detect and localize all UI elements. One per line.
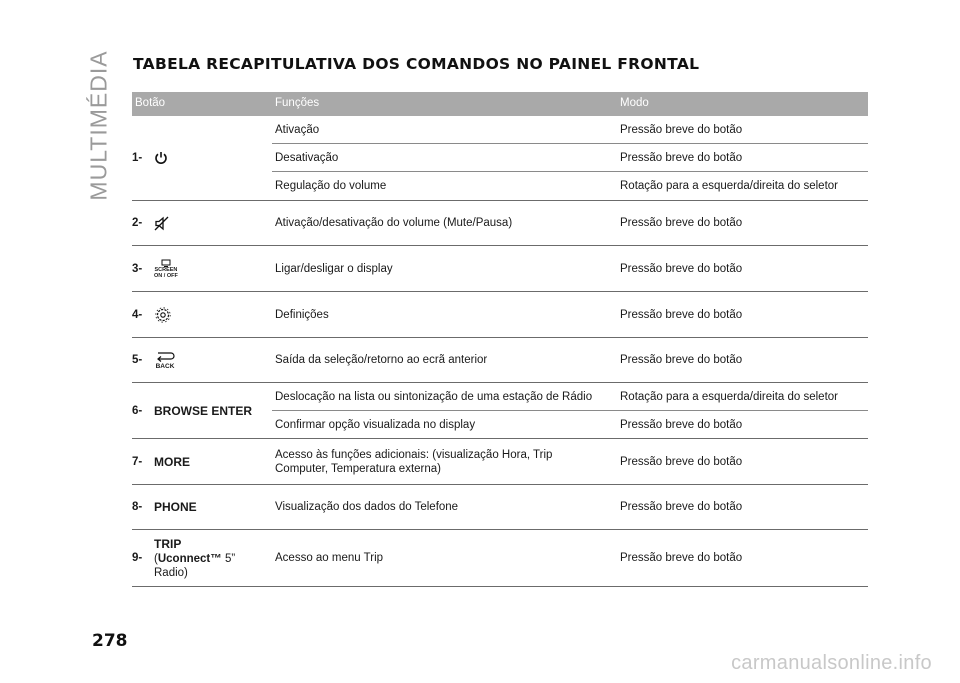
table-row [132, 292, 868, 338]
function-text: Regulação do volume [275, 180, 387, 192]
commands-table [132, 92, 868, 587]
button-cell [132, 201, 272, 245]
section-side-tab-label: MULTIMÉDIA [85, 49, 112, 201]
table-row [132, 485, 868, 530]
button-label-part: Uconnect™ [157, 552, 222, 565]
mode-text: Rotação para a esquerda/direita do seletor [620, 390, 839, 403]
page-title: TABELA RECAPITULATIVA DOS COMANDOS NO PAINEL FRONTAL [133, 55, 700, 73]
table-row [132, 246, 868, 292]
mode-text: Pressão breve do botão [620, 151, 743, 164]
row-number: 7- [132, 455, 143, 468]
icon-text: ON / OFF [154, 272, 178, 279]
function-text: Ativação [275, 123, 320, 136]
button-label: BROWSE ENTER [154, 403, 253, 418]
mode-text: Pressão breve do botão [620, 308, 743, 321]
button-cell [132, 246, 272, 291]
mute-icon [154, 216, 169, 231]
function-text: Ligar/desligar o display [275, 262, 393, 275]
table-row [132, 338, 868, 383]
watermark: carmanualsonline.info [731, 652, 932, 674]
mode-text: Pressão breve do botão [620, 262, 743, 275]
function-text [272, 448, 620, 476]
function-text: Visualização dos dados do Telefone [275, 501, 459, 513]
button-label-line: Radio) [154, 566, 188, 579]
power-icon [154, 151, 168, 165]
mode-text: Pressão breve do botão [620, 418, 743, 431]
button-cell [132, 485, 272, 529]
row-number: 4- [132, 308, 143, 321]
function-text: Deslocação na lista ou sintonização de uma estação de Rádio [275, 390, 593, 403]
button-cell [132, 439, 272, 484]
button-cell [132, 530, 272, 586]
mode-text: Rotação para a esquerda/direita do seletor [620, 180, 839, 192]
mode-text: Pressão breve do botão [620, 217, 743, 229]
button-cell [132, 116, 272, 200]
function-row [272, 338, 868, 382]
function-row [272, 530, 868, 586]
header-button: Botão [135, 97, 166, 109]
function-text: Desativação [275, 151, 339, 164]
function-line: Computer, Temperatura externa) [275, 462, 441, 475]
row-number: 1- [132, 152, 143, 164]
settings-gear-icon [154, 306, 172, 324]
mode-text: Pressão breve do botão [620, 501, 743, 513]
function-row [272, 116, 868, 143]
function-row [272, 485, 868, 529]
function-text: Confirmar opção visualizada no display [275, 418, 476, 431]
function-row [272, 439, 868, 484]
button-cell [132, 383, 272, 438]
button-label-part: ( [154, 552, 158, 565]
mode-text: Pressão breve do botão [620, 455, 743, 468]
row-number: 6- [132, 404, 143, 417]
row-number: 5- [132, 354, 143, 366]
row-number: 9- [132, 552, 143, 564]
function-row [272, 246, 868, 291]
button-label: PHONE [154, 500, 197, 514]
header-mode: Modo [620, 97, 649, 109]
mode-text: Pressão breve do botão [620, 552, 743, 564]
mode-text: Pressão breve do botão [620, 123, 743, 136]
function-text: Ativação/desativação do volume (Mute/Pausa) [275, 217, 513, 229]
function-text: Definições [275, 308, 329, 321]
button-label-line: TRIP [154, 536, 182, 551]
function-row [272, 201, 868, 245]
table-row [132, 201, 868, 246]
function-row [272, 171, 868, 200]
button-label-part: 5” [221, 552, 236, 565]
function-text: Saída da seleção/retorno ao ecrã anterior [275, 354, 488, 366]
table-header [132, 92, 868, 116]
function-text: Acesso ao menu Trip [275, 552, 384, 564]
page-number: 278 [92, 631, 128, 651]
function-line: Acesso às funções adicionais: (visualização Hora, Trip [275, 448, 553, 461]
icon-text: BACK [155, 362, 175, 370]
table-row [132, 530, 868, 587]
icon-text: SCREEN [154, 266, 178, 273]
function-row [272, 143, 868, 171]
mode-text: Pressão breve do botão [620, 354, 743, 366]
button-cell [132, 292, 272, 337]
screen-onoff-icon [154, 259, 178, 279]
row-number: 8- [132, 501, 143, 513]
row-number: 3- [132, 262, 143, 275]
section-side-tab [82, 49, 116, 201]
back-arrow-icon [154, 351, 176, 370]
function-row [272, 292, 868, 337]
header-functions: Funções [275, 97, 320, 109]
function-row [272, 410, 868, 438]
function-row [272, 383, 868, 410]
button-label [154, 537, 235, 580]
button-cell [132, 338, 272, 382]
button-label: MORE [154, 454, 190, 469]
table-row [132, 439, 868, 485]
row-number: 2- [132, 217, 143, 229]
table-row [132, 383, 868, 439]
table-row [132, 116, 868, 201]
